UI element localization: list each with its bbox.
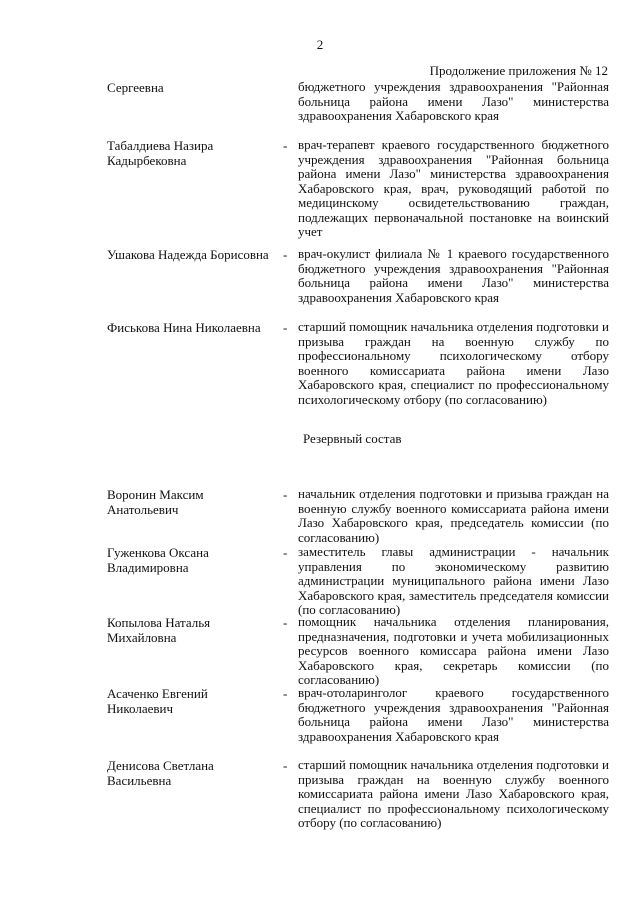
member-name: Денисова Светлана Васильевна	[107, 758, 214, 788]
page-number: 2	[316, 37, 324, 52]
member-name: Сергеевна	[107, 80, 164, 95]
member-name: Асаченко Евгений Николаевич	[107, 686, 208, 716]
member-name: Табалдиева Назира Кадырбековна	[107, 138, 214, 168]
member-description: бюджетного учреждения здравоохранения "Районная больница района имени Лазо" министерства здравоохранения Хабаровского края	[298, 79, 609, 123]
member-description: помощник начальника отделения планирования, предназначения, подготовки и учета мобилизационных ресурсов военного комиссара района имени Лазо Хабаровского края, секретарь комиссии (по согласованию)	[298, 614, 609, 687]
dash-separator: -	[283, 686, 288, 701]
member-description: врач-терапевт краевого государственного бюджетного учреждения здравоохранения "Районная больница района имени Лазо" министерства здравоохранения Хабаровского края, врач, руководящий работой по медицинскому освидетельствованию граждан, подлежащих первоначальной постановке на воинский учет	[298, 137, 609, 239]
appendix-header: Продолжение приложения № 12	[429, 63, 608, 78]
reserve-section-title: Резервный состав	[303, 431, 402, 446]
member-description: старший помощник начальника отделения подготовки и призыва граждан на военную службу военного комиссариата района имени Лазо Хабаровского края, специалист по профессиональному психологическому отбору (по согласованию)	[298, 757, 609, 830]
dash-separator: -	[283, 320, 288, 335]
dash-separator: -	[283, 138, 288, 153]
dash-separator: -	[283, 615, 288, 630]
member-name: Ушакова Надежда Борисовна	[107, 247, 269, 262]
dash-separator: -	[283, 487, 288, 502]
member-name: Копылова Наталья Михайловна	[107, 615, 211, 645]
member-name: Фиськова Нина Николаевна	[107, 320, 261, 335]
member-description: врач-отоларинголог краевого государственного бюджетного учреждения здравоохранения "Районная больница района имени Лазо" министерства здравоохранения Хабаровского края	[298, 685, 609, 744]
member-description: врач-окулист филиала № 1 краевого государственного бюджетного учреждения здравоохранения "Районная больница района имени Лазо" министерства здравоохранения Хабаровского края	[298, 246, 609, 305]
member-name: Гуженкова Оксана Владимировна	[107, 545, 209, 575]
member-name: Воронин Максим Анатольевич	[107, 487, 204, 517]
member-description: заместитель главы администрации - начальник управления по экономическому развитию администрации муниципального района имени Лазо Хабаровского края, заместитель председателя комиссии (по согласованию)	[298, 544, 609, 617]
member-description: начальник отделения подготовки и призыва граждан на военную службу военного комиссариата района имени Лазо Хабаровского края, председатель комиссии (по согласованию)	[298, 486, 609, 545]
dash-separator: -	[283, 758, 288, 773]
dash-separator: -	[283, 545, 288, 560]
dash-separator: -	[283, 247, 288, 262]
member-description: старший помощник начальника отделения подготовки и призыва граждан на военную службу по профессиональному психологическому отбору военного комиссариата района имени Лазо Хабаровского края, специалист по профессиональному психологическому отбору (по согласованию)	[298, 319, 609, 407]
